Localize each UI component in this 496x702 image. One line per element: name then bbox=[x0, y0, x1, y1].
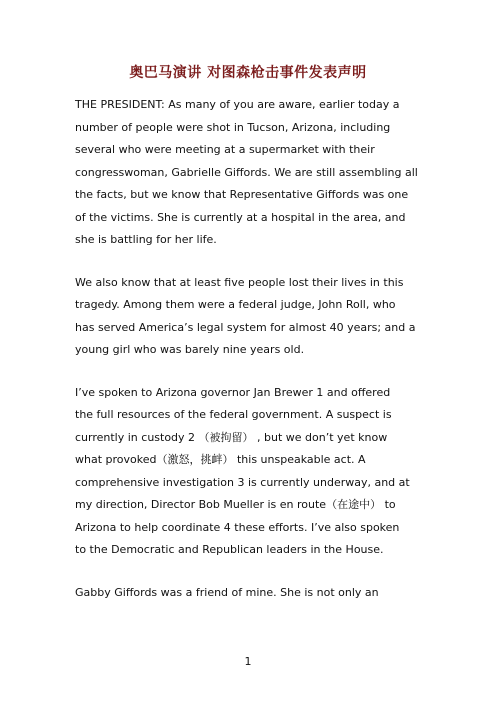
text-line: my direction, Director Bob Mueller is en route（在途中） to bbox=[75, 498, 396, 511]
text-line: several who were meeting at a supermarket with their bbox=[75, 143, 375, 156]
paragraph-3 bbox=[75, 382, 435, 562]
text-line: THE PRESIDENT: As many of you are aware, earlier today a bbox=[75, 98, 400, 111]
text-line: currently in custody 2 （被拘留） , but we don’t yet know bbox=[75, 430, 388, 444]
paragraph-4 bbox=[75, 582, 435, 605]
text-line: tragedy. Among them were a federal judge, John Roll, who bbox=[75, 298, 396, 311]
text-line: We also know that at least five people lost their lives in this bbox=[75, 275, 404, 289]
text-line: young girl who was barely nine years old. bbox=[75, 343, 305, 356]
text-line: number of people were shot in Tucson, Arizona, including bbox=[75, 120, 391, 134]
paragraph-2 bbox=[75, 272, 435, 362]
text-line: the full resources of the federal government. A suspect is bbox=[75, 408, 392, 421]
text-line: I’ve spoken to Arizona governor Jan Brewer 1 and offered bbox=[75, 385, 391, 399]
text-line: congresswoman, Gabrielle Giffords. We are still assembling all bbox=[75, 165, 418, 179]
text-line: Arizona to help coordinate 4 these efforts. I’ve also spoken bbox=[75, 520, 400, 534]
text-line: she is battling for her life. bbox=[75, 233, 217, 246]
paragraph-1 bbox=[75, 94, 435, 252]
text-line: the facts, but we know that Representative Giffords was one bbox=[75, 188, 409, 201]
text-line: what provoked（激怒，挑衅） this unspeakable act. A bbox=[75, 453, 366, 466]
page-number: 1 bbox=[244, 655, 252, 668]
document-title: 奥巴马演讲 对图森枪击事件发表声明 bbox=[129, 65, 367, 81]
text-line: comprehensive investigation 3 is currently underway, and at bbox=[75, 475, 410, 489]
text-line: Gabby Giffords was a friend of mine. She is not only an bbox=[75, 585, 379, 599]
text-line: of the victims. She is currently at a hospital in the area, and bbox=[75, 210, 406, 224]
speech-body bbox=[75, 94, 435, 624]
text-line: to the Democratic and Republican leaders in the House. bbox=[75, 543, 384, 556]
text-line: has served America’s legal system for almost 40 years; and a bbox=[75, 320, 416, 334]
